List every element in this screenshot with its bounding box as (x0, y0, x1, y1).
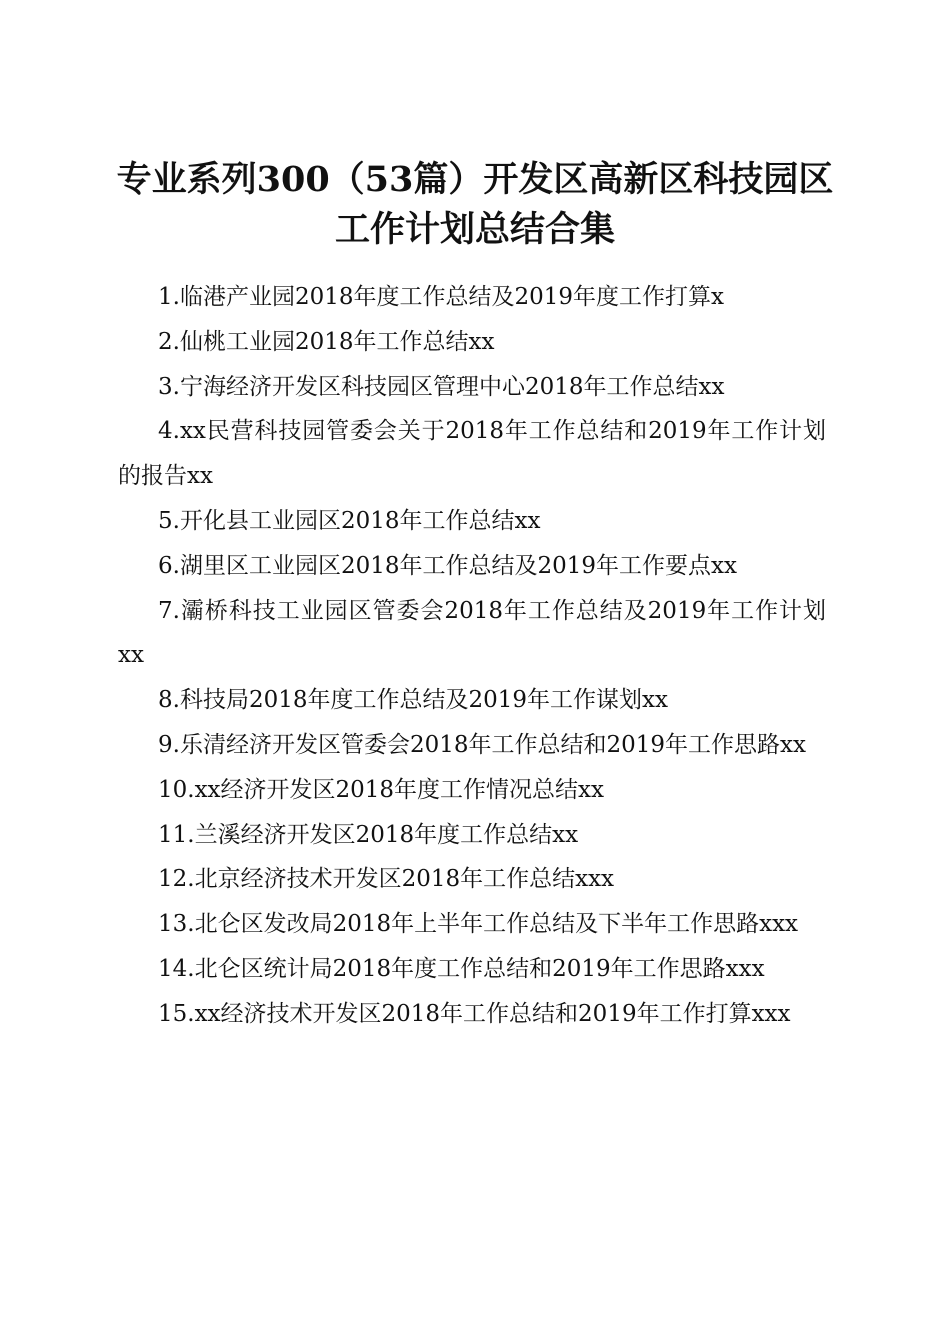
page-title (100, 155, 850, 255)
toc-item-3: 3.宁海经济开发区科技园区管理中心2018年工作总结xx (158, 373, 725, 400)
toc-item-1: 1.临港产业园2018年度工作总结及2019年度工作打算x (158, 284, 724, 310)
toc-item-6: 6.湖里区工业园区2018年工作总结及2019年工作要点xx (158, 552, 737, 579)
toc-item-11: 11.兰溪经济开发区2018年度工作总结xx (158, 821, 579, 848)
toc-item-10: 10.xx经济开发区2018年度工作情况总结xx (158, 776, 604, 803)
toc-item-2: 2.仙桃工业园2018年工作总结xx (158, 328, 495, 355)
toc-item-7: 7.灞桥科技工业园区管委会2018年工作总结及2019年工作计划xx (118, 597, 826, 669)
toc-item-9: 9.乐清经济开发区管委会2018年工作总结和2019年工作思路xx (158, 731, 806, 758)
toc-item-15: 15.xx经济技术开发区2018年工作总结和2019年工作打算xxx (158, 1000, 791, 1027)
toc-item-4: 4.xx民营科技园管委会关于2018年工作总结和2019年工作计划的报告xx (118, 418, 826, 490)
title-line-2: 工作计划总结合集 (334, 209, 615, 251)
title-line-1: 专业系列300（53篇）开发区高新区科技园区 (116, 159, 834, 201)
toc-item-14: 14.北仑区统计局2018年度工作总结和2019年工作思路xxx (158, 955, 765, 982)
toc-item-8: 8.科技局2018年度工作总结及2019年工作谋划xx (158, 687, 668, 714)
toc-item-13: 13.北仑区发改局2018年上半年工作总结及下半年工作思路xxx (158, 911, 799, 938)
toc-item-5: 5.开化县工业园区2018年工作总结xx (158, 507, 541, 534)
table-of-contents (118, 275, 826, 1037)
toc-item-12: 12.北京经济技术开发区2018年工作总结xxx (158, 866, 615, 893)
